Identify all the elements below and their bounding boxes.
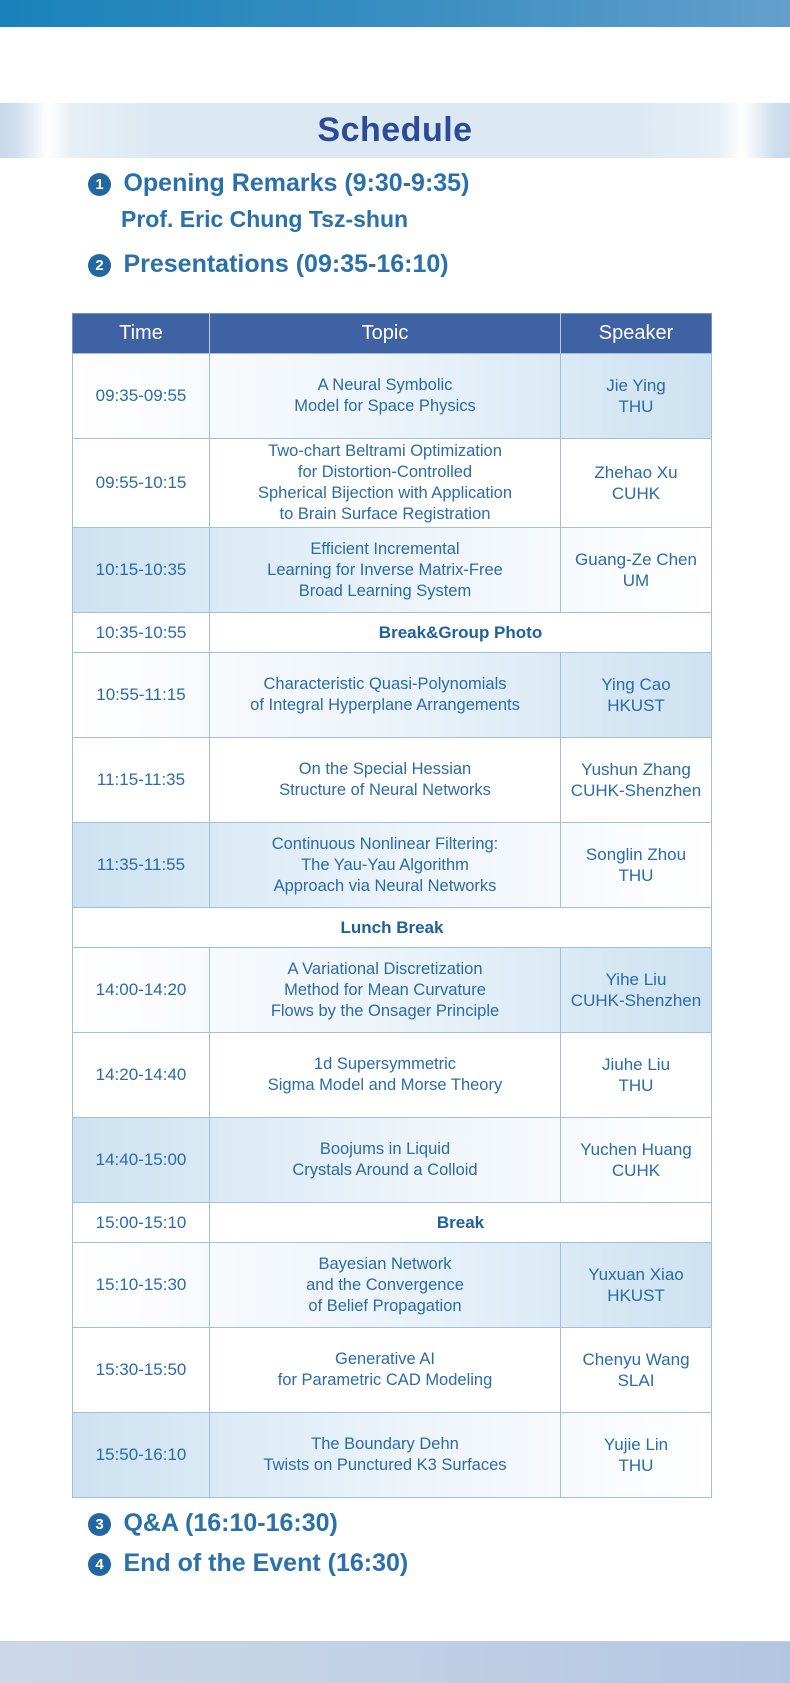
session-row — [73, 1328, 712, 1413]
number-badge-4: 4 — [88, 1553, 111, 1576]
agenda-item-label: Opening Remarks (9:30-9:35) — [123, 169, 470, 197]
session-topic: A Variational Discretization Method for Mean Curvature Flows by the Onsager Principle — [210, 948, 561, 1033]
session-topic: On the Special Hessian Structure of Neural Networks — [210, 738, 561, 823]
session-time: 09:35-09:55 — [73, 354, 210, 439]
session-speaker: Chenyu Wang SLAI — [561, 1328, 712, 1413]
column-header-time: Time — [73, 314, 210, 354]
agenda-item-label: Q&A (16:10-16:30) — [123, 1509, 338, 1537]
session-row — [73, 1413, 712, 1498]
schedule-table — [72, 313, 712, 1498]
break-label: Break — [210, 1203, 712, 1243]
session-speaker: Jiuhe Liu THU — [561, 1033, 712, 1118]
session-time: 11:35-11:55 — [73, 823, 210, 908]
session-topic: Continuous Nonlinear Filtering: The Yau-Yau Algorithm Approach via Neural Networks — [210, 823, 561, 908]
session-speaker: Yushun Zhang CUHK-Shenzhen — [561, 738, 712, 823]
agenda-item-presentations — [88, 250, 449, 279]
session-time: 14:40-15:00 — [73, 1118, 210, 1203]
agenda-item-label: End of the Event (16:30) — [123, 1549, 409, 1577]
number-badge-3: 3 — [88, 1513, 111, 1536]
schedule-table-wrapper — [72, 313, 712, 1498]
session-speaker: Jie Ying THU — [561, 354, 712, 439]
session-time: 15:30-15:50 — [73, 1328, 210, 1413]
session-time: 10:55-11:15 — [73, 653, 210, 738]
session-speaker: Ying Cao HKUST — [561, 653, 712, 738]
session-topic: Two-chart Beltrami Optimization for Distortion-Controlled Spherical Bijection with Application to Brain Surface Registration — [210, 439, 561, 528]
session-row — [73, 528, 712, 613]
session-time: 15:50-16:10 — [73, 1413, 210, 1498]
table-header — [73, 314, 712, 354]
break-row — [73, 908, 712, 948]
agenda-item-label: Presentations (09:35-16:10) — [123, 250, 449, 278]
session-time: 10:35-10:55 — [73, 613, 210, 653]
session-speaker: Yujie Lin THU — [561, 1413, 712, 1498]
session-topic: Efficient Incremental Learning for Inverse Matrix-Free Broad Learning System — [210, 528, 561, 613]
session-speaker: Yihe Liu CUHK-Shenzhen — [561, 948, 712, 1033]
break-label: Break&Group Photo — [210, 613, 712, 653]
session-time: 15:00-15:10 — [73, 1203, 210, 1243]
session-topic: Bayesian Network and the Convergence of Belief Propagation — [210, 1243, 561, 1328]
session-row — [73, 354, 712, 439]
break-row — [73, 1203, 712, 1243]
agenda-item-qa — [88, 1509, 338, 1538]
session-row — [73, 653, 712, 738]
number-badge-1: 1 — [88, 173, 111, 196]
agenda-item-end — [88, 1549, 408, 1578]
session-topic: The Boundary Dehn Twists on Punctured K3 Surfaces — [210, 1413, 561, 1498]
session-topic: Generative AI for Parametric CAD Modeling — [210, 1328, 561, 1413]
session-speaker: Zhehao Xu CUHK — [561, 439, 712, 528]
session-speaker: Yuxuan Xiao HKUST — [561, 1243, 712, 1328]
title-banner — [0, 103, 790, 158]
session-topic: 1d Supersymmetric Sigma Model and Morse Theory — [210, 1033, 561, 1118]
session-speaker: Guang-Ze Chen UM — [561, 528, 712, 613]
session-row — [73, 738, 712, 823]
session-topic: Characteristic Quasi-Polynomials of Integral Hyperplane Arrangements — [210, 653, 561, 738]
session-row — [73, 1118, 712, 1203]
header-row — [73, 314, 712, 354]
session-speaker: Songlin Zhou THU — [561, 823, 712, 908]
session-row — [73, 1243, 712, 1328]
number-badge-2: 2 — [88, 254, 111, 277]
top-decorative-bar — [0, 0, 790, 27]
agenda-item-opening-remarks — [88, 169, 469, 198]
session-time: 14:20-14:40 — [73, 1033, 210, 1118]
agenda-item-speaker: Prof. Eric Chung Tsz-shun — [121, 206, 409, 232]
page-title: Schedule — [317, 111, 473, 149]
session-row — [73, 823, 712, 908]
session-row — [73, 948, 712, 1033]
session-time: 09:55-10:15 — [73, 439, 210, 528]
session-time: 14:00-14:20 — [73, 948, 210, 1033]
session-time: 15:10-15:30 — [73, 1243, 210, 1328]
break-label: Lunch Break — [73, 908, 712, 948]
session-row — [73, 1033, 712, 1118]
session-row — [73, 439, 712, 528]
column-header-speaker: Speaker — [561, 314, 712, 354]
bottom-decorative-bar — [0, 1641, 790, 1683]
session-topic: A Neural Symbolic Model for Space Physics — [210, 354, 561, 439]
session-time: 11:15-11:35 — [73, 738, 210, 823]
session-speaker: Yuchen Huang CUHK — [561, 1118, 712, 1203]
session-topic: Boojums in Liquid Crystals Around a Colloid — [210, 1118, 561, 1203]
column-header-topic: Topic — [210, 314, 561, 354]
break-row — [73, 613, 712, 653]
session-time: 10:15-10:35 — [73, 528, 210, 613]
schedule-table-body — [73, 354, 712, 1498]
